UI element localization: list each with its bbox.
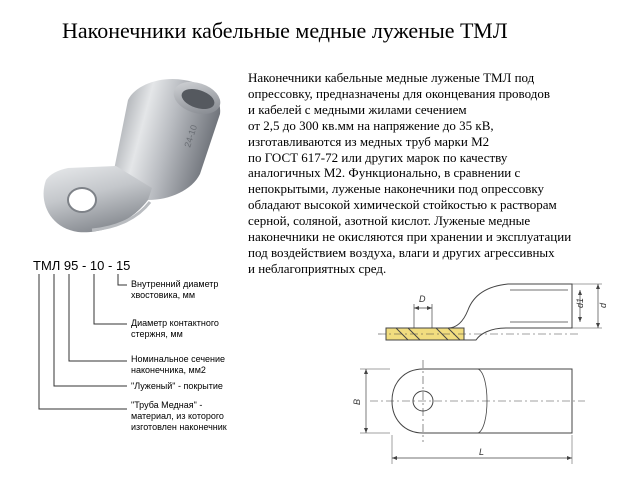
leader-line — [69, 274, 127, 361]
description-line: обладают высокой химической стойкостью к растворам — [248, 197, 557, 213]
dimension-label-d: d — [598, 302, 608, 308]
description-line: и кабелей с медными жилами сечением — [248, 101, 467, 117]
description-line: непокрытыми, луженые наконечники под опрессовку — [248, 181, 545, 197]
description-line: серной, соляной, азотной кислот. Луженые медные — [248, 213, 531, 229]
legend-label-inner-diameter: Внутренний диаметр хвостовика, мм — [131, 279, 219, 300]
lug-stamp-text: 24-10 — [182, 123, 200, 149]
description-line: опрессовку, предназначены для оконцевания проводов — [248, 85, 550, 101]
description-line: под воздействием воздуха, влаги и других агрессивных — [248, 244, 555, 260]
legend-label-coating: "Луженый" - покрытие — [131, 381, 223, 391]
description-line: от 2,5 до 300 кв.мм на напряжение до 35 кВ, — [248, 117, 494, 133]
page-title: Наконечники кабельные медные луженые ТМЛ — [62, 18, 508, 43]
leader-line — [94, 274, 127, 324]
legend-label-rod-diameter: Диаметр контактного стержня, мм — [131, 318, 219, 339]
dimension-label-D: D — [419, 294, 426, 304]
designation-code: ТМЛ 95 - 10 - 15 — [33, 258, 131, 273]
legend-label-cross-section: Номинальное сечение наконечника, мм2 — [131, 354, 226, 375]
leader-line — [54, 274, 127, 386]
description-line: наконечники не окисляются при хранении и эксплуатации — [248, 229, 572, 245]
legend-label-material: "Труба Медная" - материал, из которого изготовлен наконечник — [131, 400, 227, 432]
dimension-label-L: L — [479, 447, 485, 457]
technical-drawing — [340, 282, 630, 472]
leader-line — [39, 274, 127, 409]
description-line: по ГОСТ 617-72 или других марок по качеству — [248, 149, 508, 165]
description-line: изготавливаются из медных труб марки М2 — [248, 133, 490, 149]
dimension-label-d1: d1 — [575, 297, 585, 308]
leader-line — [118, 274, 127, 285]
description-line: аналогичных М2. Функционально, в сравнении с — [248, 165, 521, 181]
description-line: Наконечники кабельные медные луженые ТМЛ под — [248, 70, 535, 85]
description-line: и неблагоприятных сред. — [248, 260, 387, 276]
dimension-label-B: B — [352, 398, 362, 405]
